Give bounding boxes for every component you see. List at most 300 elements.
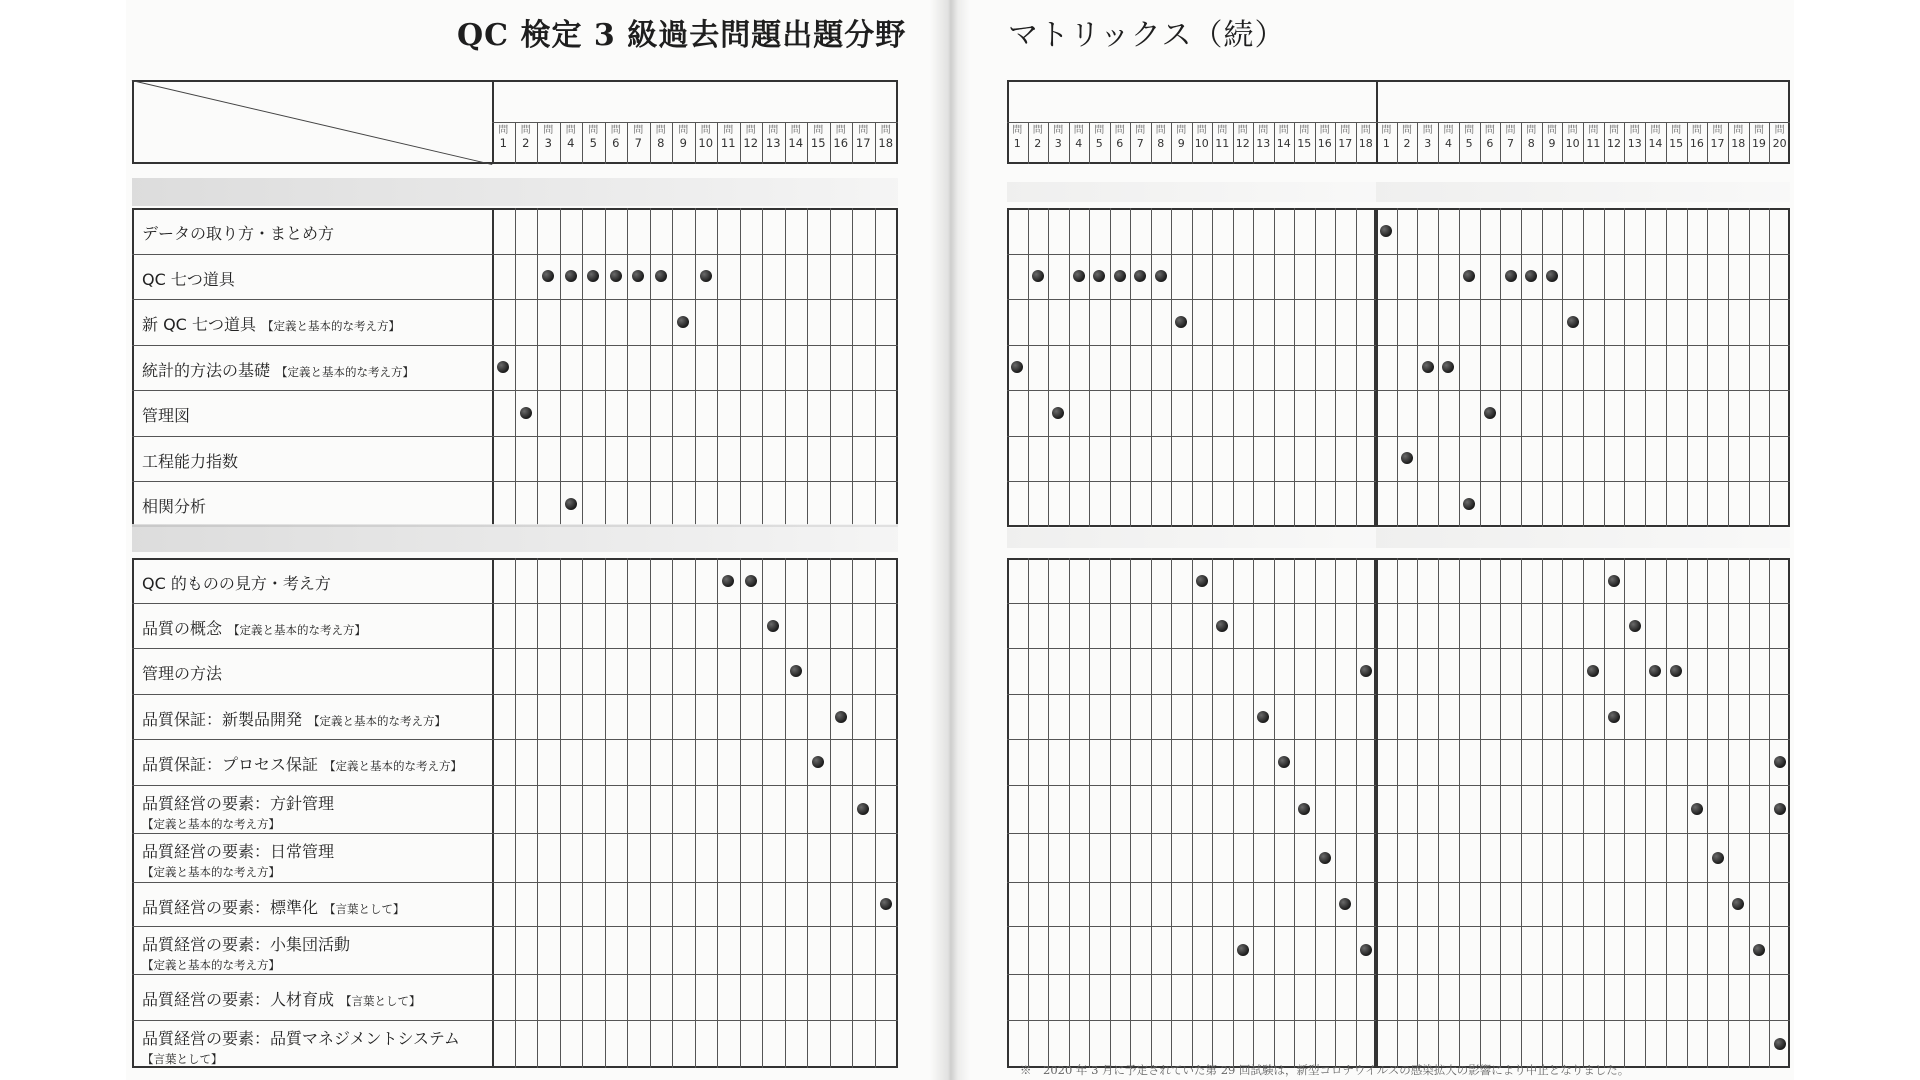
- header-column-rule: [1624, 122, 1625, 164]
- column-rule: [650, 558, 651, 1068]
- question-number: 3: [1424, 137, 1432, 150]
- topic-name: データの取り方・まとめ方: [142, 224, 335, 243]
- topic-name: 統計的方法の基礎: [142, 360, 271, 380]
- topic-note: 【言葉として】: [142, 1052, 223, 1066]
- mark-dot: [1567, 316, 1579, 328]
- question-prefix: 問: [1505, 125, 1516, 136]
- column-rule: [1028, 208, 1029, 527]
- mark-dot: [1546, 270, 1558, 282]
- header-column-rule: [875, 122, 876, 164]
- column-rule: [1253, 208, 1254, 527]
- header-column-rule: [1459, 122, 1460, 164]
- header-column-rule: [1294, 122, 1295, 164]
- mark-dot: [1774, 803, 1786, 815]
- topic-label: [142, 221, 334, 244]
- label-divider: [492, 558, 494, 1068]
- header-column-rule: [1151, 122, 1152, 164]
- column-rule: [1089, 558, 1090, 1068]
- column-rule: [1542, 208, 1543, 527]
- question-number: 11: [1586, 137, 1601, 150]
- question-header: [1438, 124, 1459, 150]
- column-rule: [1666, 558, 1667, 1068]
- question-number: 12: [743, 136, 759, 150]
- question-header: [695, 124, 718, 150]
- question-number: 6: [612, 136, 620, 150]
- column-rule: [1687, 558, 1688, 1068]
- topic-name: 品質経営の要素：小集団活動: [142, 935, 351, 954]
- column-rule: [852, 208, 853, 527]
- column-rule: [1480, 558, 1481, 1068]
- topic-label: [142, 267, 235, 290]
- column-rule: [1335, 208, 1336, 527]
- question-prefix: 問: [1237, 125, 1248, 136]
- column-rule: [650, 208, 651, 527]
- mark-dot: [1032, 270, 1044, 282]
- column-rule: [695, 208, 696, 527]
- topic-label: [142, 403, 190, 426]
- question-number: 19: [1751, 137, 1766, 150]
- header-column-rule: [537, 122, 538, 164]
- question-header: [1687, 124, 1708, 150]
- column-rule: [1666, 208, 1667, 527]
- header-column-rule: [785, 122, 786, 164]
- question-header: [875, 124, 898, 150]
- column-rule: [672, 208, 673, 527]
- question-prefix: 問: [633, 125, 644, 136]
- column-rule: [1624, 558, 1625, 1068]
- mark-dot: [632, 270, 644, 282]
- question-header: [1542, 124, 1563, 150]
- question-number: 6: [1486, 137, 1494, 150]
- question-prefix: 問: [1196, 125, 1207, 136]
- column-rule: [605, 558, 606, 1068]
- question-header: [1048, 124, 1069, 150]
- column-rule: [1459, 208, 1460, 527]
- column-rule: [537, 558, 538, 1068]
- question-header: [1728, 124, 1749, 150]
- column-rule: [807, 558, 808, 1068]
- question-prefix: 問: [588, 125, 599, 136]
- question-number: 9: [1548, 137, 1556, 150]
- mark-dot: [1505, 270, 1517, 282]
- topic-name: 工程能力指数: [142, 451, 239, 471]
- column-rule: [1645, 208, 1646, 527]
- question-prefix: 問: [1733, 125, 1744, 136]
- mark-dot: [812, 756, 824, 768]
- section-band: [1376, 182, 1790, 202]
- topic-name: 品質経営の要素：人材育成: [142, 990, 335, 1009]
- column-rule: [1521, 558, 1522, 1068]
- question-header: [1253, 124, 1274, 150]
- mark-dot: [655, 270, 667, 282]
- header-column-rule: [1480, 122, 1481, 164]
- column-rule: [1480, 208, 1481, 527]
- header-column-rule: [1417, 122, 1418, 164]
- topic-note: 【定義と基本的な考え方】: [308, 714, 447, 728]
- question-number: 4: [1444, 137, 1452, 150]
- question-prefix: 問: [790, 125, 801, 136]
- column-rule: [807, 208, 808, 527]
- mark-dot: [835, 711, 847, 723]
- column-rule: [1151, 208, 1152, 527]
- mark-dot: [1774, 1038, 1786, 1050]
- question-number: 1: [1382, 137, 1390, 150]
- mark-dot: [1093, 270, 1105, 282]
- column-rule: [1212, 558, 1213, 1068]
- question-header: [627, 124, 650, 150]
- question-number: 2: [1034, 137, 1042, 150]
- column-rule: [1130, 558, 1131, 1068]
- topic-label: [142, 571, 331, 594]
- question-prefix: 問: [1155, 125, 1166, 136]
- column-rule: [627, 208, 628, 527]
- question-number: 15: [1297, 137, 1312, 150]
- question-header: [1007, 124, 1028, 150]
- question-header: [1212, 124, 1233, 150]
- header-column-rule: [515, 122, 516, 164]
- column-rule: [1749, 208, 1750, 527]
- header-column-rule: [1253, 122, 1254, 164]
- topic-label: [142, 616, 366, 639]
- mark-dot: [1670, 665, 1682, 677]
- column-rule: [1769, 558, 1770, 1068]
- question-number: 11: [720, 136, 736, 150]
- question-number: 13: [765, 136, 781, 150]
- column-rule: [1604, 558, 1605, 1068]
- question-prefix: 問: [700, 125, 711, 136]
- question-number: 2: [1403, 137, 1411, 150]
- question-prefix: 問: [1671, 125, 1682, 136]
- topic-label: [142, 707, 446, 730]
- question-prefix: 問: [1546, 125, 1557, 136]
- column-rule: [582, 208, 583, 527]
- column-rule: [560, 558, 561, 1068]
- header-column-rule: [695, 122, 696, 164]
- question-number: 9: [1177, 137, 1185, 150]
- question-prefix: 問: [835, 125, 846, 136]
- topic-label: [142, 1026, 460, 1067]
- header-column-rule: [1500, 122, 1501, 164]
- topic-name: 新 QC 七つ道具: [142, 315, 256, 334]
- column-rule: [785, 208, 786, 527]
- question-number: 3: [544, 136, 552, 150]
- question-header: [537, 124, 560, 150]
- column-rule: [1294, 558, 1295, 1068]
- question-prefix: 問: [1278, 125, 1289, 136]
- column-rule: [1769, 208, 1770, 527]
- column-rule: [1315, 208, 1316, 527]
- mark-dot: [1629, 620, 1641, 632]
- question-number: 10: [698, 136, 714, 150]
- question-header: [1583, 124, 1604, 150]
- column-rule: [1171, 558, 1172, 1068]
- column-rule: [1151, 558, 1152, 1068]
- column-rule: [1500, 208, 1501, 527]
- question-header: [515, 124, 538, 150]
- column-rule: [1687, 208, 1688, 527]
- header-column-rule: [560, 122, 561, 164]
- header-column-rule: [1583, 122, 1584, 164]
- question-prefix: 問: [723, 125, 734, 136]
- header-column-rule: [1048, 122, 1049, 164]
- mark-dot: [1525, 270, 1537, 282]
- column-rule: [1233, 558, 1234, 1068]
- question-number: 7: [1507, 137, 1515, 150]
- mark-dot: [790, 665, 802, 677]
- topic-name: 品質経営の要素：方針管理: [142, 794, 335, 813]
- mark-dot: [542, 270, 554, 282]
- topic-label: [142, 449, 238, 472]
- mark-dot: [1463, 270, 1475, 282]
- question-header: [1192, 124, 1213, 150]
- question-number: 4: [567, 136, 575, 150]
- mark-dot: [1608, 711, 1620, 723]
- mark-dot: [677, 316, 689, 328]
- column-rule: [1645, 558, 1646, 1068]
- header-column-rule: [830, 122, 831, 164]
- column-rule: [1707, 558, 1708, 1068]
- question-header: [1028, 124, 1049, 150]
- column-rule: [740, 208, 741, 527]
- question-prefix: 問: [1094, 125, 1105, 136]
- column-rule: [1356, 558, 1357, 1068]
- mark-dot: [1401, 452, 1413, 464]
- question-prefix: 問: [1360, 125, 1371, 136]
- header-column-rule: [1687, 122, 1688, 164]
- question-header: [1417, 124, 1438, 150]
- question-number: 17: [1710, 137, 1725, 150]
- question-header: [1233, 124, 1254, 150]
- question-prefix: 問: [1032, 125, 1043, 136]
- column-rule: [1521, 208, 1522, 527]
- question-number: 15: [1669, 137, 1684, 150]
- question-prefix: 問: [1629, 125, 1640, 136]
- column-rule: [1069, 208, 1070, 527]
- mark-dot: [1732, 898, 1744, 910]
- topic-name: 相関分析: [142, 497, 207, 516]
- column-rule: [875, 558, 876, 1068]
- header-column-rule: [1769, 122, 1770, 164]
- question-header: [605, 124, 628, 150]
- header-column-rule: [672, 122, 673, 164]
- question-prefix: 問: [1567, 125, 1578, 136]
- column-rule: [1459, 558, 1460, 1068]
- mark-dot: [745, 575, 757, 587]
- question-number: 16: [833, 136, 849, 150]
- topic-name: 品質の概念: [142, 619, 223, 638]
- question-number: 8: [1527, 137, 1535, 150]
- header-column-rule: [1274, 122, 1275, 164]
- question-header: [1294, 124, 1315, 150]
- question-prefix: 問: [1484, 125, 1495, 136]
- header-column-rule: [1069, 122, 1070, 164]
- question-header: [1749, 124, 1770, 150]
- column-rule: [1562, 558, 1563, 1068]
- mark-dot: [1298, 803, 1310, 815]
- column-rule: [1028, 558, 1029, 1068]
- question-prefix: 問: [1464, 125, 1475, 136]
- column-rule: [1335, 558, 1336, 1068]
- question-prefix: 問: [1073, 125, 1084, 136]
- column-rule: [1728, 558, 1729, 1068]
- column-rule: [1583, 558, 1584, 1068]
- question-header: [1335, 124, 1356, 150]
- question-header: [1376, 124, 1397, 150]
- column-rule: [560, 208, 561, 527]
- header-column-rule: [1192, 122, 1193, 164]
- column-rule: [785, 558, 786, 1068]
- column-rule: [1500, 558, 1501, 1068]
- column-rule: [1397, 558, 1398, 1068]
- column-rule: [515, 558, 516, 1068]
- question-prefix: 問: [1053, 125, 1064, 136]
- round-divider: [1376, 208, 1378, 527]
- topic-note: 【言葉として】: [324, 902, 405, 916]
- mark-dot: [1114, 270, 1126, 282]
- mark-dot: [1691, 803, 1703, 815]
- question-header: [560, 124, 583, 150]
- mark-dot: [1360, 665, 1372, 677]
- column-rule: [740, 558, 741, 1068]
- question-header: [830, 124, 853, 150]
- column-rule: [762, 558, 763, 1068]
- column-rule: [1315, 558, 1316, 1068]
- header-column-rule: [1604, 122, 1605, 164]
- column-rule: [1707, 208, 1708, 527]
- mark-dot: [1484, 407, 1496, 419]
- question-prefix: 問: [768, 125, 779, 136]
- question-prefix: 問: [565, 125, 576, 136]
- header-column-rule: [1645, 122, 1646, 164]
- topic-name: 品質保証：プロセス保証: [142, 755, 319, 774]
- question-header: [1500, 124, 1521, 150]
- header-column-rule: [1233, 122, 1234, 164]
- question-prefix: 問: [655, 125, 666, 136]
- header-column-rule: [1728, 122, 1729, 164]
- question-header: [852, 124, 875, 150]
- topic-note: 【定義と基本的な考え方】: [142, 958, 280, 972]
- column-rule: [830, 208, 831, 527]
- mark-dot: [1134, 270, 1146, 282]
- question-prefix: 問: [1712, 125, 1723, 136]
- header-column-rule: [582, 122, 583, 164]
- column-rule: [1583, 208, 1584, 527]
- section-band: [132, 178, 898, 206]
- header-column-rule: [1335, 122, 1336, 164]
- book-gutter: [930, 0, 970, 1080]
- header-column-rule: [807, 122, 808, 164]
- topic-name: 品質経営の要素：標準化: [142, 898, 319, 917]
- question-prefix: 問: [880, 125, 891, 136]
- column-rule: [1438, 208, 1439, 527]
- column-rule: [852, 558, 853, 1068]
- question-header: [1480, 124, 1501, 150]
- question-number: 10: [1194, 137, 1209, 150]
- mark-dot: [1319, 852, 1331, 864]
- column-rule: [515, 208, 516, 527]
- question-number: 4: [1075, 137, 1083, 150]
- question-prefix: 問: [1774, 125, 1785, 136]
- column-rule: [717, 208, 718, 527]
- question-prefix: 問: [678, 125, 689, 136]
- column-rule: [1233, 208, 1234, 527]
- topic-name: 管理の方法: [142, 664, 223, 683]
- round-header-rule: [1007, 122, 1790, 123]
- question-prefix: 問: [1012, 125, 1023, 136]
- question-header: [1624, 124, 1645, 150]
- column-rule: [1749, 558, 1750, 1068]
- header-column-rule: [1028, 122, 1029, 164]
- question-number: 20: [1772, 137, 1787, 150]
- topic-label: [142, 358, 414, 381]
- question-prefix: 問: [610, 125, 621, 136]
- question-number: 2: [522, 136, 530, 150]
- page-title-left: QC 検定 3 級過去問題出題分野: [457, 18, 907, 53]
- column-rule: [1048, 208, 1049, 527]
- question-prefix: 問: [1319, 125, 1330, 136]
- question-header: [1130, 124, 1151, 150]
- question-header: [492, 124, 515, 150]
- topic-name: QC 七つ道具: [142, 269, 235, 289]
- question-prefix: 問: [858, 125, 869, 136]
- topic-name: 品質経営の要素：日常管理: [142, 842, 335, 861]
- question-header: [740, 124, 763, 150]
- section-band: [1376, 528, 1790, 548]
- question-number: 10: [1565, 137, 1580, 150]
- topic-note: 【定義と基本的な考え方】: [228, 623, 367, 637]
- question-prefix: 問: [1340, 125, 1351, 136]
- topic-label: [142, 932, 350, 973]
- column-rule: [875, 208, 876, 527]
- mark-dot: [1339, 898, 1351, 910]
- footnote: ※ 2020 年 3 月に予定されていた第 29 回試験は，新型コロナウイルスの感染拡大の影響により中止となりました。: [1020, 1063, 1630, 1077]
- question-number: 13: [1256, 137, 1271, 150]
- question-number: 8: [1157, 137, 1165, 150]
- column-rule: [1192, 208, 1193, 527]
- mark-dot: [1774, 756, 1786, 768]
- column-rule: [762, 208, 763, 527]
- question-number: 14: [788, 136, 804, 150]
- label-divider: [492, 208, 494, 527]
- round-divider: [1376, 558, 1378, 1068]
- mark-dot: [1175, 316, 1187, 328]
- question-header: [1521, 124, 1542, 150]
- mark-dot: [1237, 944, 1249, 956]
- header-column-rule: [1397, 122, 1398, 164]
- question-number: 14: [1276, 137, 1291, 150]
- question-prefix: 問: [1114, 125, 1125, 136]
- question-prefix: 問: [1650, 125, 1661, 136]
- header-column-rule: [1356, 122, 1357, 164]
- mark-dot: [1587, 665, 1599, 677]
- question-header: [1604, 124, 1625, 150]
- header-column-rule: [1749, 122, 1750, 164]
- header-column-rule: [717, 122, 718, 164]
- question-header: [1069, 124, 1090, 150]
- section-band: [132, 524, 898, 552]
- mark-dot: [1442, 361, 1454, 373]
- column-rule: [1562, 208, 1563, 527]
- question-prefix: 問: [498, 125, 509, 136]
- mark-dot: [767, 620, 779, 632]
- topic-label: [142, 895, 405, 918]
- question-header: [1769, 124, 1790, 150]
- question-header: [1645, 124, 1666, 150]
- question-prefix: 問: [1258, 125, 1269, 136]
- mark-dot: [1712, 852, 1724, 864]
- column-rule: [1130, 208, 1131, 527]
- question-number: 5: [1095, 137, 1103, 150]
